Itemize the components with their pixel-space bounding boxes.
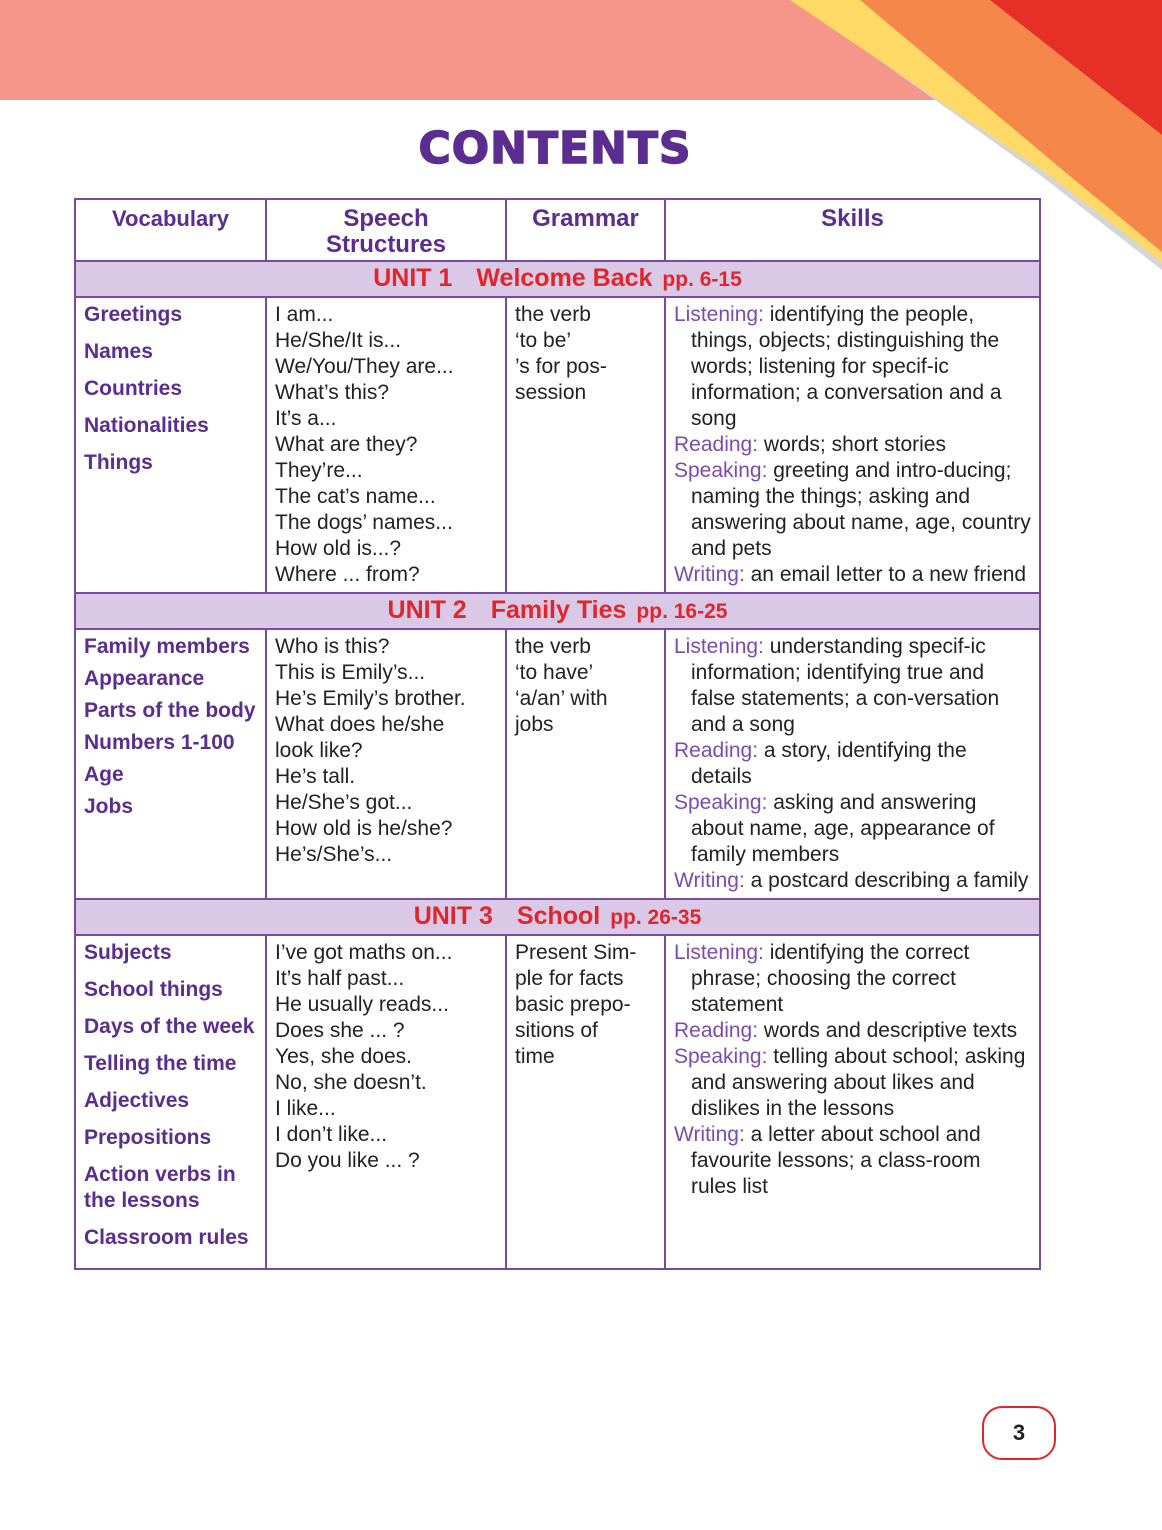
speech-structure-line: What does he/she [275,713,445,736]
skill-label: Listening: [674,303,764,326]
skill-entry [674,1018,1031,1044]
skill-text: an email letter to a new friend [744,563,1027,586]
speech-structure-line: Do you like ... ? [275,1149,420,1172]
grammar-line: the verb [515,635,591,658]
page-title: CONTENTS [418,123,692,174]
skill-text: asking and answering about name, age, appearance of family members [691,791,995,866]
unit-heading-row [75,593,1040,629]
skill-text: identifying the correct phrase; choosing the correct statement [691,941,970,1016]
vocabulary-item: Nationalities [84,414,209,437]
skill-entry [674,302,1031,432]
skills-cell [665,297,1040,593]
speech-structure-line: This is Emily’s... [275,661,426,684]
vocabulary-cell [75,935,266,1269]
vocabulary-item: Names [84,340,153,363]
vocabulary-item: Family members [84,635,250,658]
grammar-line: basic prepo- [515,993,631,1016]
speech-structure-line: Where ... from? [275,563,420,586]
unit-content-row [75,629,1040,899]
grammar-line: Present Sim- [515,941,637,964]
speech-structure-line: The dogs’ names... [275,511,453,534]
skill-text: a letter about school and favourite lessons; a class-room rules list [691,1123,981,1198]
skill-label: Writing: [674,1123,745,1146]
speech-structure-line: How old is he/she? [275,817,453,840]
skill-label: Speaking: [674,1045,768,1068]
speech-structure-line: He/She/It is... [275,329,402,352]
skills-cell [665,629,1040,899]
speech-structure-line: I don’t like... [275,1123,388,1146]
skill-text: a postcard describing a family [744,869,1029,892]
header-grammar: Grammar [506,199,665,261]
header-speech-structures [266,199,506,261]
unit-heading [75,593,1040,629]
skill-text: a story, identifying the details [691,739,967,788]
grammar-line: ‘to have’ [515,661,594,684]
vocabulary-item: Subjects [84,941,172,964]
skill-text: words; short stories [758,433,946,456]
grammar-line: sitions of [515,1019,598,1042]
skill-entry [674,634,1031,738]
speech-structure-line: No, she doesn’t. [275,1071,427,1094]
skill-text: identifying the people, things, objects; distinguishing the words; listening for specif-ic information; a conversation and a song [691,303,1002,430]
skill-entry [674,458,1031,562]
unit-content-row [75,935,1040,1269]
skill-label: Reading: [674,739,759,762]
speech-structures-cell [266,297,506,593]
speech-structure-line: Does she ... ? [275,1019,405,1042]
speech-structure-line: look like? [275,739,363,762]
grammar-line: ’s for pos- [515,355,607,378]
vocabulary-item: School things [84,978,223,1001]
grammar-cell [506,629,665,899]
vocabulary-item: Greetings [84,303,183,326]
skills-cell [665,935,1040,1269]
unit-content-row [75,297,1040,593]
speech-structure-line: I’ve got maths on... [275,941,453,964]
header-vocabulary: Vocabulary [75,199,266,261]
vocabulary-item: Appearance [84,667,205,690]
vocabulary-item: Telling the time [84,1052,237,1075]
skill-label: Reading: [674,433,759,456]
grammar-line: time [515,1045,555,1068]
header-skills: Skills [665,199,1040,261]
speech-structures-cell [266,629,506,899]
skill-text: greeting and intro-ducing; naming the things; asking and answering about name, age, country and pets [691,459,1031,560]
unit-number: UNIT 2 [387,596,467,624]
speech-structure-line: We/You/They are... [275,355,454,378]
unit-name: School [516,902,601,930]
skill-label: Listening: [674,941,764,964]
speech-structure-line: He’s/She’s... [275,843,393,866]
unit-heading-row [75,261,1040,297]
grammar-line: ple for facts [515,967,624,990]
skill-text: telling about school; asking and answering about likes and dislikes in the lessons [691,1045,1026,1120]
skill-entry [674,868,1031,894]
vocabulary-cell [75,629,266,899]
vocabulary-item: Classroom rules [84,1226,249,1249]
vocabulary-item: Adjectives [84,1089,190,1112]
speech-structure-line: I am... [275,303,334,326]
grammar-cell [506,935,665,1269]
speech-structure-line: How old is...? [275,537,402,560]
speech-structure-line: He usually reads... [275,993,449,1016]
contents-table [74,198,1041,1270]
speech-structure-line: He’s tall. [275,765,356,788]
unit-heading [75,261,1040,297]
skill-text: understanding specif-ic information; identifying true and false statements; a con-versation and a song [691,635,1000,736]
vocabulary-item: Jobs [84,795,134,818]
speech-structure-line: What are they? [275,433,418,456]
grammar-cell [506,297,665,593]
speech-structure-line: Who is this? [275,635,390,658]
vocabulary-item: Action verbs in the lessons [84,1163,236,1212]
vocabulary-item: Numbers 1-100 [84,731,235,754]
vocabulary-cell [75,297,266,593]
skill-label: Listening: [674,635,764,658]
grammar-line: ‘to be’ [515,329,572,352]
skill-label: Writing: [674,869,745,892]
skill-entry [674,432,1031,458]
speech-structure-line: It’s a... [275,407,337,430]
unit-heading-row [75,899,1040,935]
vocabulary-item: Age [84,763,124,786]
skill-entry [674,1122,1031,1200]
unit-heading [75,899,1040,935]
speech-structure-line: He’s Emily’s brother. [275,687,466,710]
speech-structure-line: It’s half past... [275,967,405,990]
unit-pages: pp. 26-35 [610,906,702,929]
header-speech-line2: Structures [325,231,447,258]
speech-structure-line: He/She’s got... [275,791,413,814]
skill-entry [674,738,1031,790]
vocabulary-item: Countries [84,377,183,400]
vocabulary-item: Parts of the body [84,699,256,722]
skill-entry [674,940,1031,1018]
vocabulary-item: Days of the week [84,1015,255,1038]
skill-label: Speaking: [674,791,768,814]
speech-structure-line: They’re... [275,459,363,482]
grammar-line: session [515,381,587,404]
skill-label: Speaking: [674,459,768,482]
grammar-line: ‘a/an’ with [515,687,608,710]
unit-number: UNIT 3 [413,902,493,930]
skill-entry [674,790,1031,868]
speech-structure-line: The cat’s name... [275,485,436,508]
unit-name: Welcome Back [476,264,653,292]
vocabulary-item: Prepositions [84,1126,212,1149]
speech-structure-line: Yes, she does. [275,1045,412,1068]
unit-name: Family Ties [490,596,627,624]
skill-entry [674,562,1031,588]
unit-pages: pp. 6-15 [662,268,742,291]
header-row [75,199,1040,261]
speech-structure-line: What’s this? [275,381,389,404]
grammar-line: the verb [515,303,591,326]
speech-structure-line: I like... [275,1097,336,1120]
skill-label: Writing: [674,563,745,586]
skill-text: words and descriptive texts [758,1019,1018,1042]
unit-pages: pp. 16-25 [636,600,728,623]
grammar-line: jobs [515,713,554,736]
speech-structures-cell [266,935,506,1269]
header-speech-line1: Speech [343,205,429,232]
skill-entry [674,1044,1031,1122]
vocabulary-item: Things [84,451,153,474]
page-number: 3 [982,1406,1056,1460]
unit-number: UNIT 1 [373,264,453,292]
skill-label: Reading: [674,1019,759,1042]
